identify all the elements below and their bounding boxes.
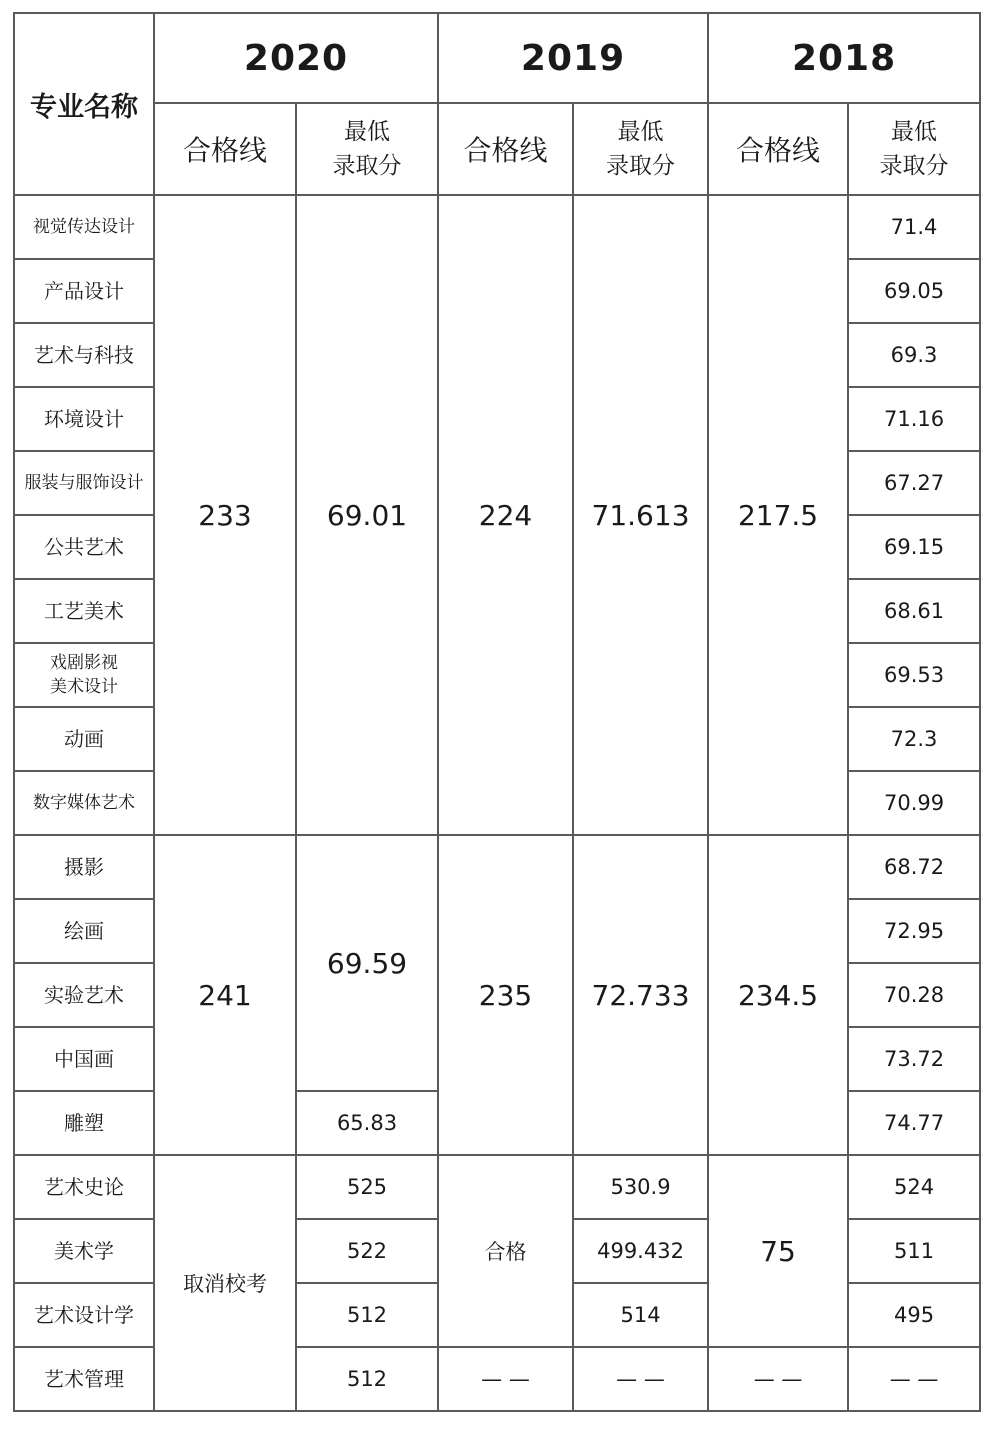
pass-line-2020-group2: 241 [154,835,296,1155]
min-score-2018: 495 [848,1283,980,1347]
header-year-2018: 2018 [708,13,980,103]
min-score-2019-group1: 71.613 [573,195,708,835]
min-score-2018: 69.05 [848,259,980,323]
major-name: 产品设计 [14,259,154,323]
major-name: 数字媒体艺术 [14,771,154,835]
header-pass-line-2020: 合格线 [154,103,296,195]
table-row [14,195,980,259]
dash-2018-min: — — [848,1347,980,1411]
major-name: 艺术史论 [14,1155,154,1219]
pass-line-2018-group1: 217.5 [708,195,848,835]
major-name: 工艺美术 [14,579,154,643]
header-min-score-2018: 最低 录取分 [848,103,980,195]
min-score-2018: 74.77 [848,1091,980,1155]
major-name: 环境设计 [14,387,154,451]
dash-2018-pass: — — [708,1347,848,1411]
min-score-2018: 69.15 [848,515,980,579]
major-name: 中国画 [14,1027,154,1091]
pass-line-2020-group1: 233 [154,195,296,835]
major-name: 艺术设计学 [14,1283,154,1347]
header-pass-line-2019: 合格线 [438,103,573,195]
min-score-2018: 524 [848,1155,980,1219]
header-min-score-2019: 最低 录取分 [573,103,708,195]
major-name: 艺术管理 [14,1347,154,1411]
min-score-2018: 73.72 [848,1027,980,1091]
header-pass-line-2018: 合格线 [708,103,848,195]
min-score-2020-sculpture: 65.83 [296,1091,438,1155]
min-score-2020: 525 [296,1155,438,1219]
pass-line-2019-group3: 合格 [438,1155,573,1347]
major-name: 摄影 [14,835,154,899]
table-row [14,835,980,899]
min-score-2018: 68.72 [848,835,980,899]
header-min-score-2020: 最低 录取分 [296,103,438,195]
min-score-2020: 512 [296,1283,438,1347]
table-row [14,1155,980,1219]
min-score-2020-group2: 69.59 [296,835,438,1091]
major-name: 雕塑 [14,1091,154,1155]
min-score-2020: 522 [296,1219,438,1283]
min-score-2018: 72.95 [848,899,980,963]
header-major-name: 专业名称 [14,13,154,195]
major-name: 实验艺术 [14,963,154,1027]
pass-line-2020-group3: 取消校考 [154,1155,296,1411]
major-name: 公共艺术 [14,515,154,579]
major-name: 美术学 [14,1219,154,1283]
major-name: 绘画 [14,899,154,963]
major-name: 视觉传达设计 [14,195,154,259]
min-score-2018: 511 [848,1219,980,1283]
min-score-2019: 499.432 [573,1219,708,1283]
major-name: 艺术与科技 [14,323,154,387]
min-score-2018: 71.16 [848,387,980,451]
min-score-2018: 71.4 [848,195,980,259]
pass-line-2018-group2: 234.5 [708,835,848,1155]
min-score-2018: 68.61 [848,579,980,643]
min-score-2019-group2: 72.733 [573,835,708,1155]
min-score-2018: 72.3 [848,707,980,771]
pass-line-2018-group3: 75 [708,1155,848,1347]
min-score-2019: 530.9 [573,1155,708,1219]
pass-line-2019-group2: 235 [438,835,573,1155]
header-year-2020: 2020 [154,13,438,103]
admission-score-table [13,12,981,1412]
header-year-2019: 2019 [438,13,708,103]
dash-2019-pass: — — [438,1347,573,1411]
major-name: 动画 [14,707,154,771]
min-score-2019: 514 [573,1283,708,1347]
min-score-2020-group1: 69.01 [296,195,438,835]
min-score-2018: 69.53 [848,643,980,707]
min-score-2018: 70.99 [848,771,980,835]
min-score-2020: 512 [296,1347,438,1411]
major-name: 戏剧影视 美术设计 [14,643,154,707]
pass-line-2019-group1: 224 [438,195,573,835]
min-score-2018: 69.3 [848,323,980,387]
dash-2019-min: — — [573,1347,708,1411]
min-score-2018: 67.27 [848,451,980,515]
major-name: 服装与服饰设计 [14,451,154,515]
min-score-2018: 70.28 [848,963,980,1027]
